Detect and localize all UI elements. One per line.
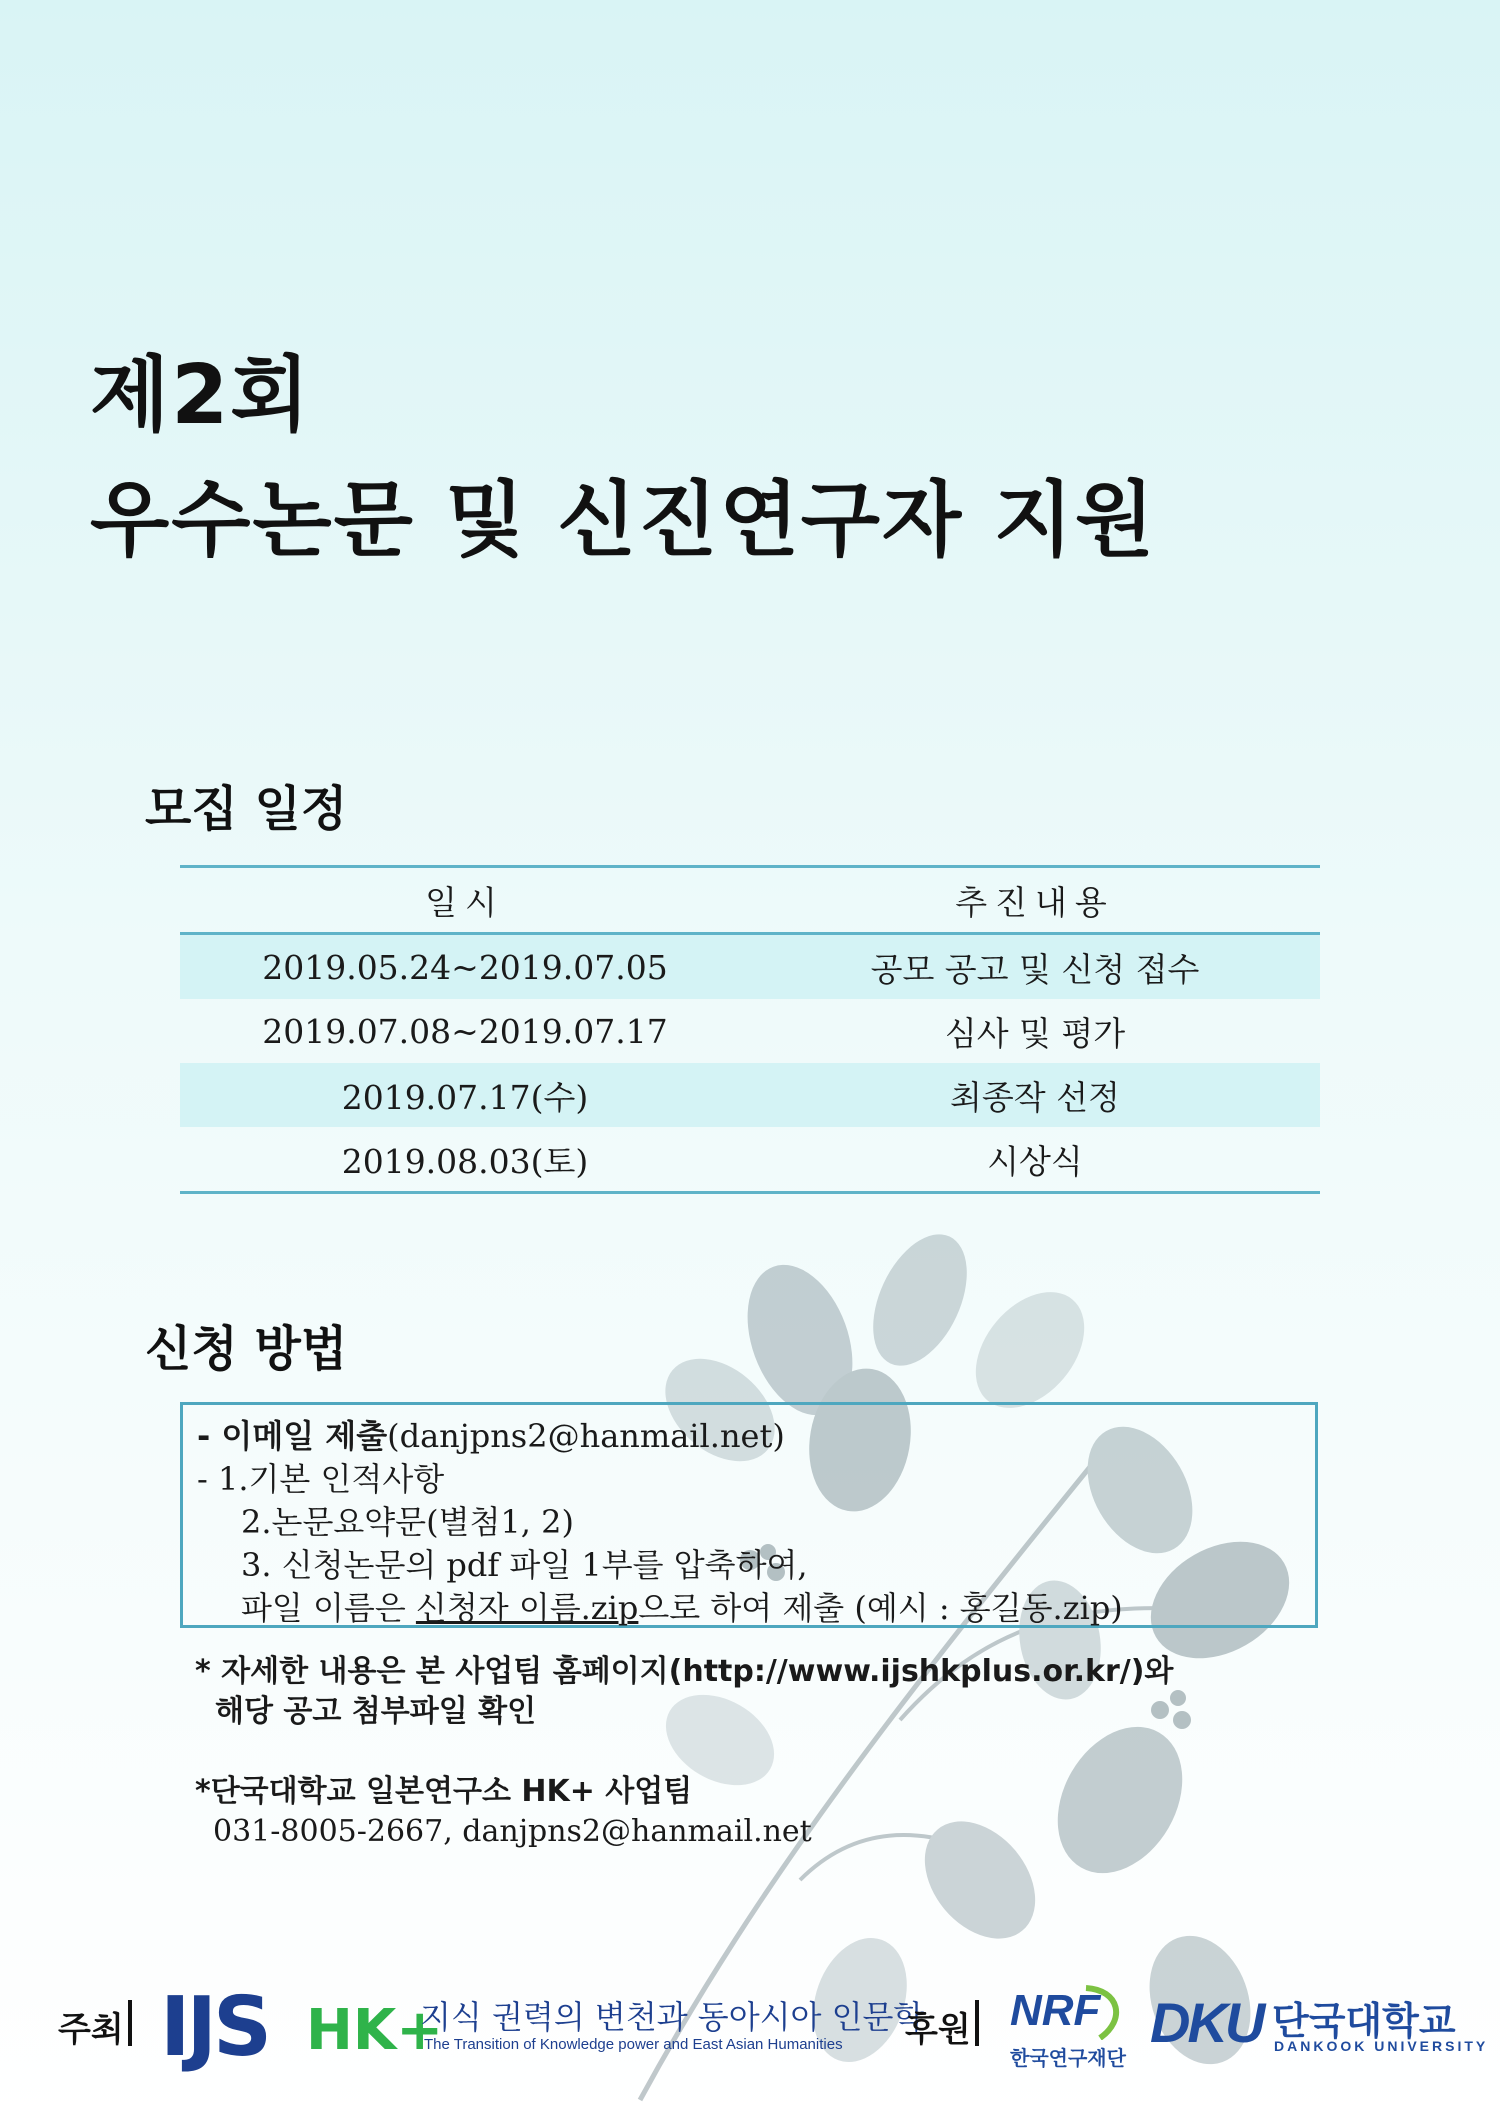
method-email-address: (danjpns2@hanmail.net) bbox=[387, 1417, 785, 1455]
note-contact bbox=[195, 1772, 812, 1852]
schedule-content: 시상식 bbox=[987, 1141, 1083, 1181]
schedule-col-date: 일시 bbox=[425, 882, 505, 922]
ijs-title-korean: 지식 권력의 변천과 동아시아 인문학 bbox=[420, 1998, 925, 2036]
method-email-label: - 이메일 제출 bbox=[197, 1417, 388, 1455]
schedule-content: 공모 공고 및 신청 접수 bbox=[870, 949, 1200, 989]
hk-plus-logo: HK+ bbox=[306, 1998, 444, 2063]
ijs-logo: IJS bbox=[160, 1980, 269, 2075]
nrf-logo: NRF bbox=[1010, 1986, 1101, 2035]
poster-title-line1: 제2회 bbox=[90, 348, 312, 443]
note-contact-line2: 031-8005-2667, danjpns2@hanmail.net bbox=[213, 1814, 812, 1849]
dku-logo: DKU bbox=[1150, 1991, 1263, 2054]
method-line-5 bbox=[197, 1587, 1301, 1630]
method-box bbox=[180, 1402, 1318, 1628]
eucalyptus-decoration bbox=[600, 1180, 1300, 2110]
schedule-content: 최종작 선정 bbox=[950, 1077, 1120, 1117]
method-line-2: - 1.기본 인적사항 bbox=[197, 1460, 445, 1498]
method-line-3: 2.논문요약문(별첨1, 2) bbox=[241, 1503, 574, 1541]
table-row bbox=[180, 935, 1320, 999]
schedule-col-content: 추진내용 bbox=[955, 882, 1115, 922]
note-contact-line1: *단국대학교 일본연구소 HK+ 사업팀 bbox=[195, 1774, 693, 1809]
poster-title-line2: 우수논문 및 신진연구자 지원 bbox=[90, 473, 1157, 568]
method-line-4: 3. 신청논문의 pdf 파일 1부를 압축하여, bbox=[241, 1546, 808, 1584]
note-homepage-line1: * 자세한 내용은 본 사업팀 홈페이지(http://www.ijshkplus.or.kr/)와 bbox=[195, 1654, 1174, 1689]
table-row bbox=[180, 1127, 1320, 1194]
schedule-table bbox=[180, 865, 1320, 1194]
dku-korean-name: 단국대학교 bbox=[1272, 1999, 1456, 2043]
note-homepage-line2: 해당 공고 첨부파일 확인 bbox=[215, 1694, 537, 1729]
schedule-date: 2019.07.08~2019.07.17 bbox=[262, 1011, 668, 1051]
nrf-korean-name: 한국연구재단 bbox=[1010, 2046, 1126, 2070]
schedule-heading: 모집 일정 bbox=[145, 781, 348, 837]
schedule-date: 2019.05.24~2019.07.05 bbox=[262, 947, 668, 987]
footer-sponsors bbox=[0, 1980, 1500, 2075]
schedule-header-row bbox=[180, 865, 1320, 935]
method-filename-example: 신청자 이름.zip bbox=[415, 1589, 639, 1627]
schedule-content: 심사 및 평가 bbox=[944, 1013, 1126, 1053]
note-homepage bbox=[195, 1652, 1173, 1732]
method-line-email bbox=[197, 1415, 1301, 1458]
method-heading: 신청 방법 bbox=[145, 1321, 348, 1377]
table-row bbox=[180, 999, 1320, 1063]
nrf-arc-icon bbox=[1080, 1980, 1128, 2040]
sponsor-label: 후원 bbox=[905, 2010, 971, 2050]
divider bbox=[128, 2000, 132, 2046]
schedule-date: 2019.08.03(토) bbox=[341, 1141, 589, 1181]
dku-english-name: DANKOOK UNIVERSITY bbox=[1274, 2038, 1489, 2054]
method-line-5b: 으로 하여 제출 (예시 : 홍길동.zip) bbox=[638, 1589, 1123, 1627]
schedule-date: 2019.07.17(수) bbox=[341, 1077, 589, 1117]
host-label: 주최 bbox=[58, 2010, 124, 2050]
table-row bbox=[180, 1063, 1320, 1127]
divider bbox=[975, 2000, 979, 2046]
method-line-5a: 파일 이름은 bbox=[241, 1589, 416, 1627]
ijs-title-english: The Transition of Knowledge power and East Asian Humanities bbox=[424, 2036, 843, 2053]
